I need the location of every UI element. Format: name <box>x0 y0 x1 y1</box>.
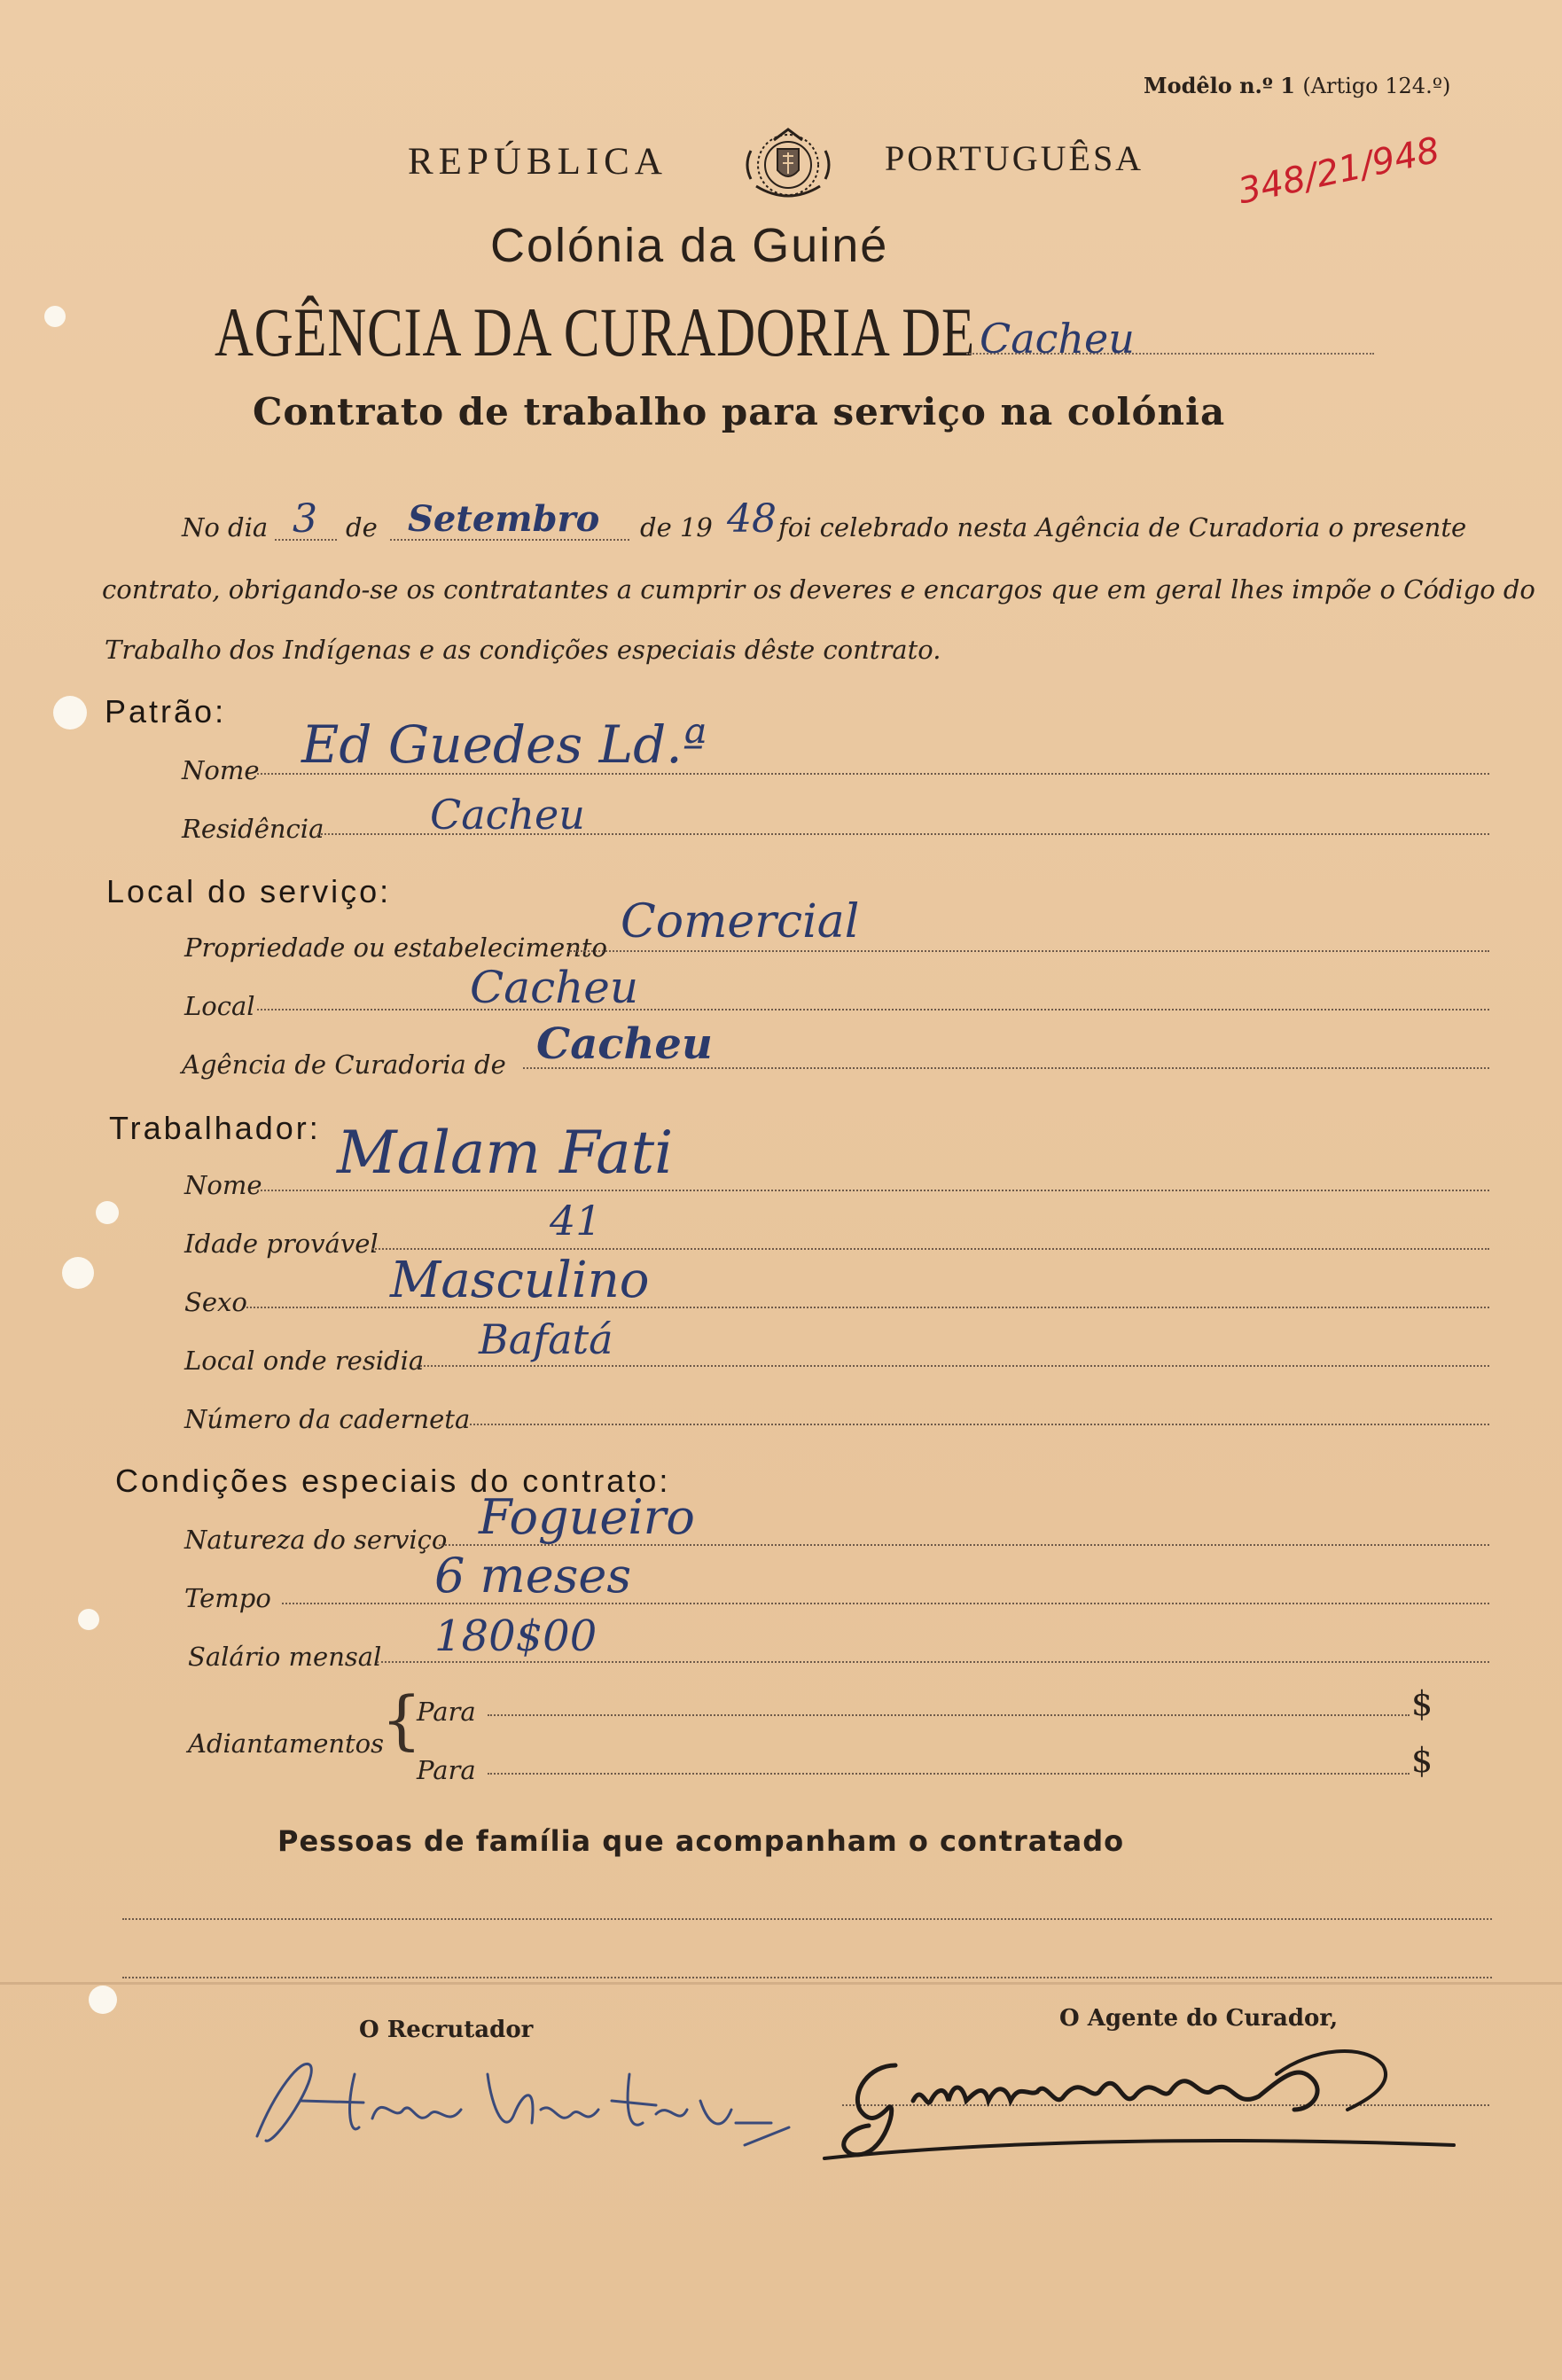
idade-value: 41 <box>550 1197 602 1245</box>
local-residia-line <box>417 1365 1489 1367</box>
recrutador-signature <box>239 2039 807 2163</box>
agencia-heading: AGÊNCIA DA CURADORIA DE <box>215 293 975 371</box>
propriedade-value: Comercial <box>621 895 860 948</box>
local-label: Local <box>184 991 255 1021</box>
punch-hole <box>78 1609 99 1630</box>
para2-line <box>488 1773 1410 1775</box>
familia-line-2 <box>122 1977 1492 1978</box>
natureza-value: Fogueiro <box>479 1489 695 1545</box>
propriedade-line <box>567 950 1489 952</box>
year-value: 48 <box>727 496 777 542</box>
condicoes-heading: Condições especiais do contrato: <box>115 1463 671 1499</box>
familia-line-1 <box>122 1918 1492 1920</box>
recrutador-label: O Recrutador <box>359 2017 534 2043</box>
punch-hole <box>44 306 66 327</box>
sexo-value: Masculino <box>390 1252 650 1309</box>
agencia-handwritten: Cacheu <box>980 315 1135 363</box>
salario-line <box>377 1661 1489 1663</box>
model-number <box>1144 73 1450 98</box>
paper-fold <box>0 1982 1562 1985</box>
idade-label: Idade provável <box>184 1229 379 1259</box>
caderneta-label: Número da caderneta <box>184 1404 471 1434</box>
agencia-curadoria-value: Cacheu <box>536 1019 713 1069</box>
punch-hole <box>96 1201 119 1224</box>
adiantamentos-brace: { <box>381 1682 422 1757</box>
archive-annotation: 348/21/948 <box>1234 129 1443 213</box>
para1-label: Para <box>417 1697 476 1727</box>
modelo-text: Modêlo n.º 1 <box>1144 73 1295 98</box>
agente-signature <box>816 2012 1472 2189</box>
caderneta-line <box>470 1424 1489 1425</box>
patrao-heading: Patrão: <box>105 693 227 730</box>
salario-value: 180$00 <box>434 1611 597 1661</box>
punch-hole <box>89 1986 117 2014</box>
intro-no-dia: No dia <box>182 512 269 542</box>
republica-text: REPÚBLICA <box>408 141 668 183</box>
sexo-label: Sexo <box>184 1287 247 1317</box>
trabalhador-nome-value: Malam Fati <box>337 1119 674 1187</box>
trabalhador-nome-line <box>257 1190 1489 1191</box>
contract-title: Contrato de trabalho para serviço na colónia <box>253 390 1226 433</box>
patrao-nome-label: Nome <box>182 755 260 785</box>
patrao-residencia-value: Cacheu <box>430 791 585 839</box>
adiantamentos-label: Adiantamentos <box>188 1728 385 1759</box>
trabalhador-heading: Trabalhador: <box>109 1110 321 1146</box>
local-residia-value: Bafatá <box>479 1315 613 1363</box>
agente-label: O Agente do Curador, <box>1059 2005 1339 2032</box>
punch-hole <box>62 1257 94 1289</box>
para1-line <box>488 1714 1410 1716</box>
patrao-nome-value: Ed Guedes Ld.ª <box>301 714 707 775</box>
intro-de1: de <box>346 512 378 542</box>
salario-label: Salário mensal <box>188 1642 382 1672</box>
trabalhador-nome-label: Nome <box>184 1170 262 1200</box>
intro-de2: de 19 <box>640 512 713 542</box>
familia-heading: Pessoas de família que acompanham o contratado <box>277 1824 1125 1858</box>
local-line <box>257 1009 1489 1011</box>
tempo-label: Tempo <box>184 1583 271 1613</box>
para1-currency: $ <box>1411 1684 1433 1723</box>
para2-currency: $ <box>1411 1741 1433 1780</box>
tempo-value: 6 meses <box>434 1548 632 1604</box>
intro-rest1: foi celebrado nesta Agência de Curadoria o presente <box>778 512 1467 542</box>
idade-line <box>372 1248 1489 1250</box>
artigo-text: (Artigo 124.º) <box>1302 74 1451 98</box>
local-servico-heading: Local do serviço: <box>106 873 392 909</box>
patrao-residencia-label: Residência <box>182 814 324 844</box>
intro-line2: contrato, obrigando-se os contratantes a cumprir os deveres e encargos que em geral lhes impõe o Código do <box>102 574 1535 605</box>
local-value: Cacheu <box>470 962 639 1013</box>
agencia-curadoria-label: Agência de Curadoria de <box>182 1050 506 1080</box>
colonia-heading: Colónia da Guiné <box>490 219 889 272</box>
coat-of-arms-icon <box>738 124 838 206</box>
local-residia-label: Local onde residia <box>184 1346 425 1376</box>
natureza-label: Natureza do serviço <box>184 1525 448 1555</box>
punch-hole <box>53 696 87 730</box>
day-value: 3 <box>293 496 317 542</box>
month-value: Setembro <box>408 498 600 540</box>
portuguesa-text: PORTUGUÊSA <box>885 138 1144 178</box>
intro-line3: Trabalho dos Indígenas e as condições especiais dêste contrato. <box>105 635 941 665</box>
para2-label: Para <box>417 1755 476 1785</box>
propriedade-label: Propriedade ou estabelecimento <box>184 932 607 963</box>
